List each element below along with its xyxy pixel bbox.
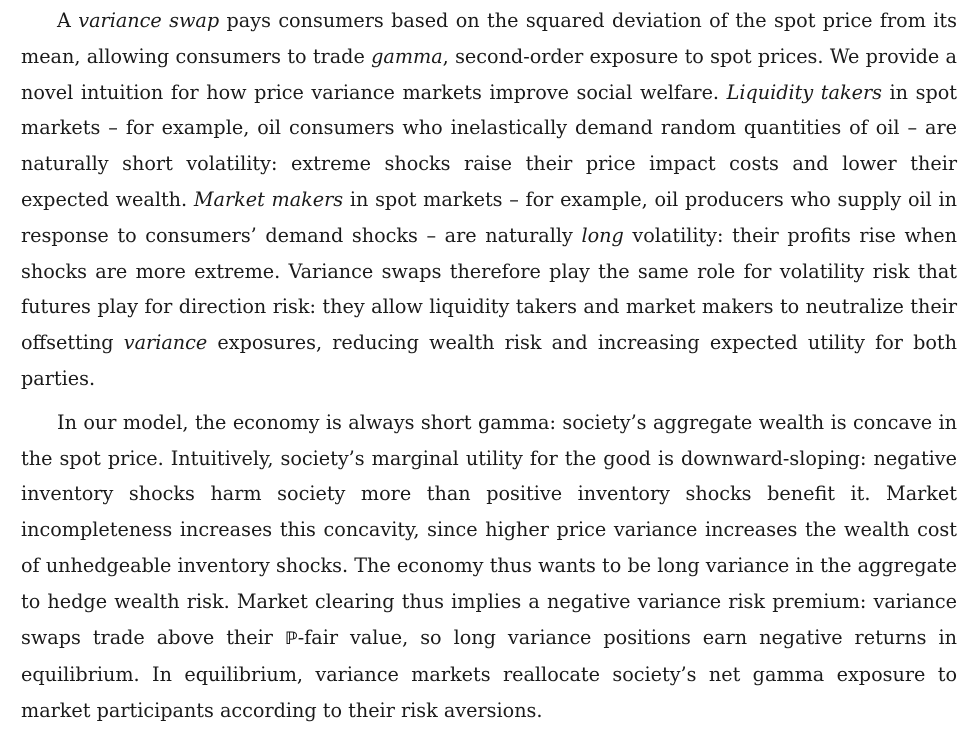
text-run: A bbox=[57, 9, 79, 32]
italic-term-liquidity-takers: Liquidity takers bbox=[726, 80, 882, 104]
italic-term-variance-swap: variance swap bbox=[78, 9, 220, 32]
text-run: pays consumers based on the squared deviation of the spot price from its mean, allowing consumers to trade bbox=[21, 9, 957, 68]
italic-term-variance: variance bbox=[123, 331, 208, 355]
text-run: in spot markets – for example, oil consumers who inelastically demand random quantities of oil – are naturally short volatility: extreme shocks raise their price impact costs and lower their expected wealth. bbox=[21, 80, 958, 211]
document-body bbox=[21, 3, 957, 729]
text-run: -fair value, so long variance positions earn negative returns in equilibrium. In equilibrium, variance markets reallocate society’s net gamma exposure to market participants according to their risk aversions. bbox=[21, 625, 957, 723]
italic-term-long: long bbox=[581, 223, 624, 247]
paragraph-variance-swaps bbox=[21, 3, 957, 397]
text-run: exposures, reducing wealth risk and increasing expected utility for both parties. bbox=[21, 331, 957, 390]
paragraph-short-gamma-economy bbox=[21, 405, 957, 729]
italic-term-market-makers: Market makers bbox=[193, 187, 344, 211]
text-run: volatility: their profits rise when shocks are more extreme. Variance swaps therefore play the same role for volatility risk that futures play for direction risk: they allow liquidity takers and market makers to neutralize their offsetting bbox=[21, 223, 958, 355]
text-run: , second-order exposure to spot prices. We provide a novel intuition for how price variance markets improve social welfare. bbox=[21, 44, 958, 104]
blackboard-p-symbol: ℙ bbox=[284, 628, 298, 649]
text-run: In our model, the economy is always short gamma: society’s aggregate wealth is concave in the spot price. Intuitively, society’s marginal utility for the good is downward-sloping: negative inventory shocks harm society more than positive inventory shocks benefit it. Market incompleteness increases this concavity, since higher price variance increases the wealth cost of unhedgeable inventory shocks. The economy thus wants to be long variance in the aggregate to hedge wealth risk. Market clearing thus implies a negative variance risk premium: variance swaps trade above their bbox=[21, 410, 957, 649]
text-run: in spot markets – for example, oil producers who supply oil in response to consumers’ demand shocks – are naturally bbox=[21, 187, 957, 247]
italic-term-gamma: gamma bbox=[371, 44, 443, 68]
